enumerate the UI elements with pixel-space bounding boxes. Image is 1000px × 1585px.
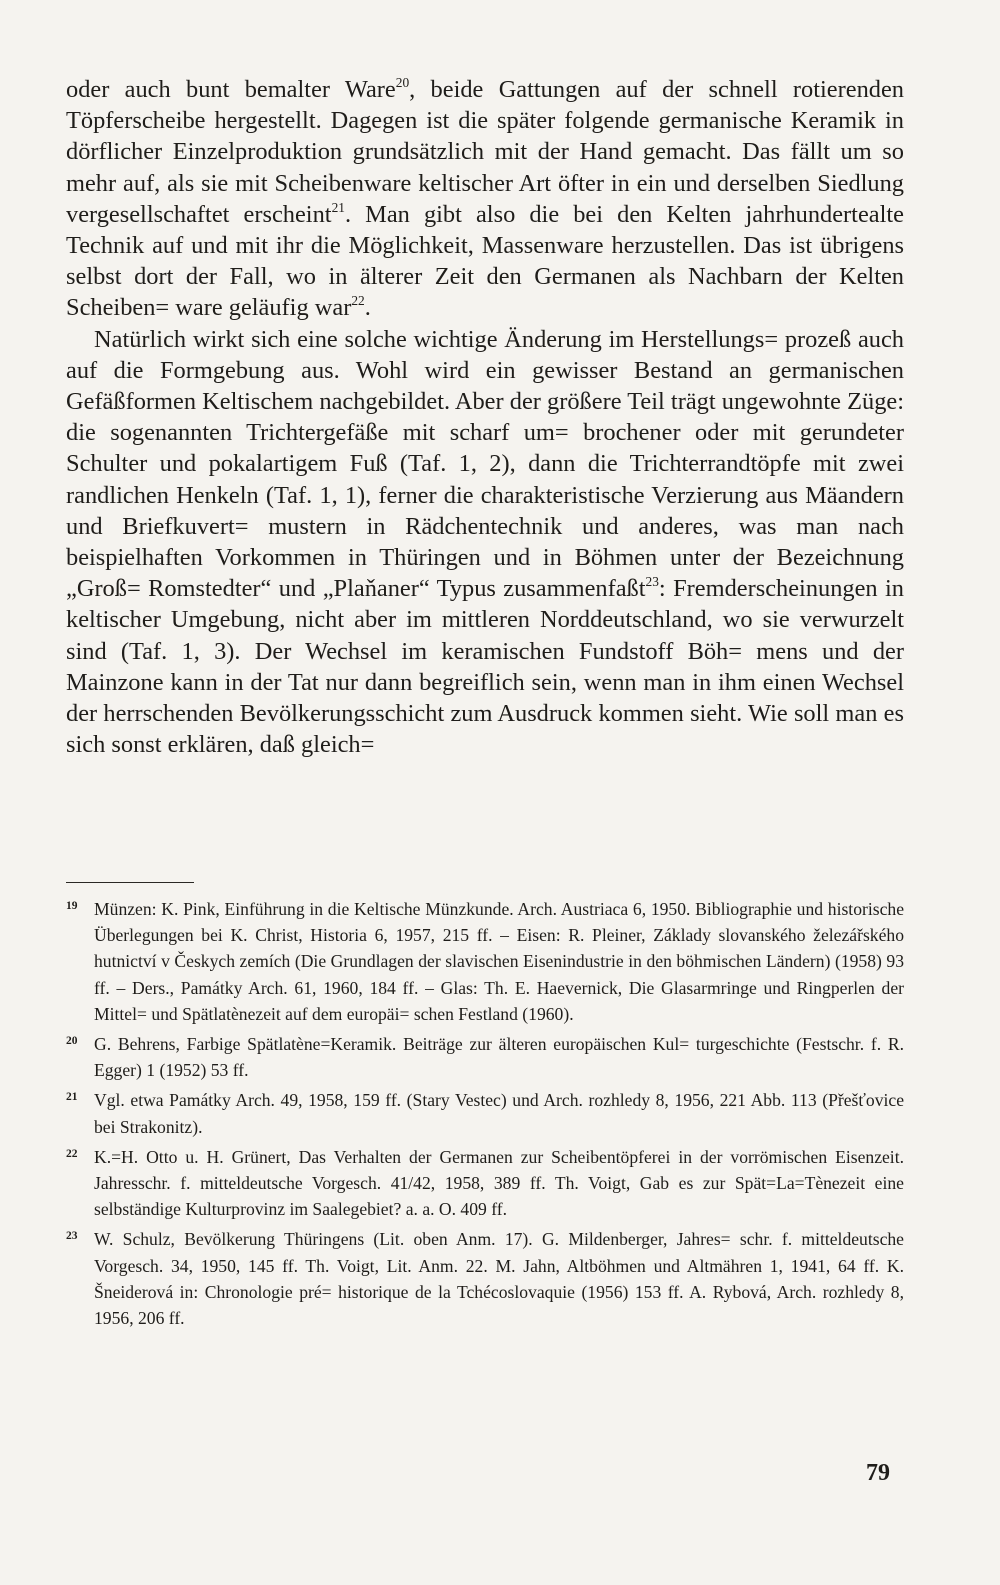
footnote-number: 22 [66, 1147, 78, 1160]
footnote-text: Vgl. etwa Památky Arch. 49, 1958, 159 ff. (Stary Vestec) und Arch. rozhledy 8, 1956, 221 Abb. 113 (Přešťovice bei Strakonitz). [94, 1090, 904, 1137]
footnote-21 [66, 1087, 904, 1139]
footnote-ref-21[interactable]: 21 [331, 199, 345, 215]
footnote-22 [66, 1144, 904, 1223]
footnote-text: W. Schulz, Bevölkerung Thüringens (Lit. oben Anm. 17). G. Mildenberger, Jahres= schr. f. mitteldeutsche Vorgesch. 34, 1950, 145 ff. Th. Voigt, Lit. Anm. 22. M. Jahn, Altböhmen und Altmähren 1, 1941, 64 ff. K. Šneiderová in: Chronologie pré= historique de la Tchécoslovaquie (1956) 153 ff. A. Rybová, Arch. rozhledy 8, 1956, 206 ff. [94, 1229, 904, 1329]
footnote-text: Münzen: K. Pink, Einführung in die Keltische Münzkunde. Arch. Austriaca 6, 1950. Bibliographie und historische Überlegungen bei K. Christ, Historia 6, 1957, 215 ff. – Eisen: R. Pleiner, Základy slovanského železářského hutnictví v Českych zemích (Die Grundlagen der slavischen Eisenindustrie in den böhmischen Ländern) (1958) 93 ff. – Ders., Památky Arch. 61, 1960, 184 ff. – Glas: Th. E. Haevernick, Die Glasarmringe und Ringperlen der Mittel= und Spätlatènezeit auf dem europäi= schen Festland (1960). [94, 899, 904, 1024]
footnotes [66, 896, 904, 1335]
footnote-ref-22[interactable]: 22 [351, 293, 365, 309]
text-run: . Man gibt also die bei den Kelten jahrhundertealte Technik auf und mit ihr die Möglichkeit, Massenware herzustellen. Das ist übrigens selbst dort der Fall, wo in älterer Zeit den Germanen als Nachbarn der Kelten Scheiben= ware geläufig war [66, 200, 904, 322]
footnote-divider [66, 882, 194, 883]
paragraph [66, 74, 904, 324]
footnote-number: 20 [66, 1035, 78, 1048]
footnote-19 [66, 896, 904, 1027]
text-run: Natürlich wirkt sich eine solche wichtige Änderung im Herstellungs= prozeß auch auf die Formgebung aus. Wohl wird ein gewisser Bestand an germanischen Gefäßformen Keltischem nachgebildet. Aber der größere Teil trägt ungewohnte Züge: die sogenannten Trichtergefäße mit scharf um= brochener oder mit gerundeter Schulter und pokalartigem Fuß (Taf. 1, 2), dann die Trichterrandtöpfe mit zwei randlichen Henkeln (Taf. 1, 1), ferner die charakteristische Verzierung aus Mäandern und Briefkuvert= mustern in Rädchentechnik und anderes, was man nach beispielhaften Vorkommen in Thüringen und in Böhmen unter der Bezeichnung „Groß= Romstedter“ und „Plaňaner“ Typus zusammenfaßt [66, 325, 904, 603]
footnote-text: G. Behrens, Farbige Spätlatène=Keramik. Beiträge zur älteren europäischen Kul= turgeschichte (Festschr. f. R. Egger) 1 (1952) 53 ff. [94, 1034, 904, 1081]
footnote-number: 19 [66, 900, 78, 912]
footnote-number: 23 [66, 1230, 78, 1243]
footnote-ref-23[interactable]: 23 [645, 574, 659, 590]
page-number: 79 [866, 1460, 890, 1486]
text-run: : Fremderscheinungen in keltischer Umgebung, nicht aber im mittleren Norddeutschland, wo sie verwurzelt sind (Taf. 1, 3). Der Wechsel im keramischen Fundstoff Böh= mens und der Mainzone kann in der Tat nur dann begreiflich sein, wenn man in ihm einen Wechsel der herrschenden Bevölkerungsschicht zum Ausdruck kommen sieht. Wie soll man es sich sonst erklären, daß gleich= [66, 575, 904, 759]
footnote-23 [66, 1226, 904, 1331]
footnote-number: 21 [66, 1091, 78, 1104]
text-run: oder auch bunt bemalter Ware [66, 76, 396, 103]
paragraph [66, 324, 904, 761]
text-run: . [364, 294, 371, 322]
main-text [66, 74, 904, 760]
footnote-20 [66, 1031, 904, 1083]
text-run: , beide Gattungen auf der schnell rotierenden Töpferscheibe hergestellt. Dagegen ist die später folgende germanische Keramik in dörflicher Einzelproduktion grundsätzlich mit der Hand gemacht. Das fällt um so mehr auf, als sie mit Scheibenware keltischer Art öfter in ein und derselben Siedlung vergesellschaftet erscheint [66, 76, 904, 228]
footnote-ref-20[interactable]: 20 [395, 74, 410, 90]
footnote-text: K.=H. Otto u. H. Grünert, Das Verhalten der Germanen zur Scheibentöpferei in der vorrömischen Eisenzeit. Jahresschr. f. mitteldeutsche Vorgesch. 41/42, 1958, 389 ff. Th. Voigt, Gab es zur Spät=La=Tènezeit eine selbständige Kulturprovinz im Saalegebiet? a. a. O. 409 ff. [94, 1146, 904, 1220]
